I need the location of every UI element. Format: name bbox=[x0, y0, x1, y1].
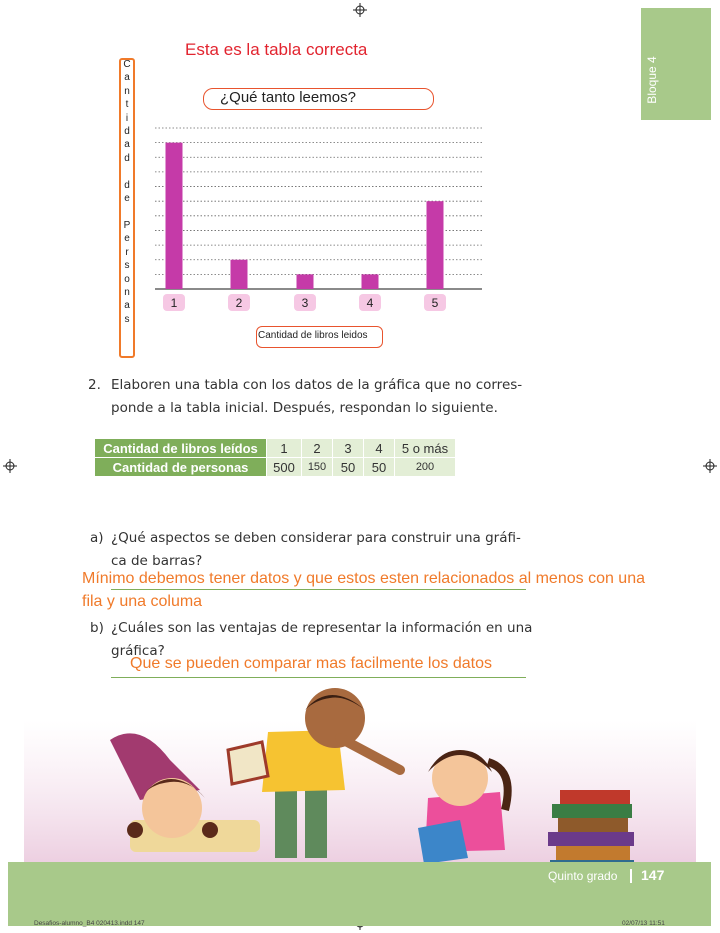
question-line: Elaboren una tabla con los datos de la gráfica que no corres- bbox=[111, 377, 523, 393]
bar bbox=[166, 143, 183, 289]
children-reading-illustration bbox=[0, 680, 720, 870]
table-cell: 5 o más bbox=[395, 439, 456, 458]
answer-text: Que se pueden comparar mas facilmente los datos bbox=[130, 655, 492, 672]
question-line: ca de barras? bbox=[111, 553, 203, 569]
bar bbox=[231, 260, 248, 289]
tick-label: 1 bbox=[170, 296, 178, 310]
table-cell: 4 bbox=[364, 439, 395, 458]
answer-underline bbox=[111, 677, 526, 678]
table-cell: 500 bbox=[267, 458, 302, 477]
table-row bbox=[95, 458, 456, 477]
bar-chart bbox=[0, 0, 720, 330]
footer-separator bbox=[630, 869, 632, 883]
tick-label: 5 bbox=[431, 296, 439, 310]
print-slug-left: Desafios-alumno_B4 020413.indd 147 bbox=[34, 920, 145, 927]
print-slug-right: 02/07/13 11:51 bbox=[622, 920, 665, 927]
answer-text: fila y una columa bbox=[82, 593, 203, 610]
table-cell: 150 bbox=[302, 458, 333, 477]
bar bbox=[362, 274, 379, 289]
table-cell: 2 bbox=[302, 439, 333, 458]
table-cell: 50 bbox=[364, 458, 395, 477]
footer-grade: Quinto grado bbox=[548, 869, 618, 883]
chart-ylabel: C a n t i d a d d e P e r s o n a s bbox=[123, 59, 131, 325]
question-number: 2. bbox=[88, 377, 101, 393]
chart-title: ¿Qué tanto leemos? bbox=[220, 89, 356, 106]
table-header: Cantidad de libros leídos bbox=[95, 439, 267, 458]
table-cell: 200 bbox=[395, 458, 456, 477]
chart-xlabel: Cantidad de libros leidos bbox=[258, 330, 368, 341]
tick-label: 3 bbox=[301, 296, 309, 310]
data-table bbox=[94, 438, 456, 477]
tick-label: 4 bbox=[366, 296, 374, 310]
table-cell: 50 bbox=[333, 458, 364, 477]
registration-mark-icon bbox=[703, 459, 717, 473]
table-header: Cantidad de personas bbox=[95, 458, 267, 477]
table-cell: 3 bbox=[333, 439, 364, 458]
page-number: 147 bbox=[641, 867, 665, 883]
registration-mark-icon bbox=[3, 459, 17, 473]
question-line: ¿Qué aspectos se deben considerar para construir una gráfi- bbox=[111, 530, 521, 546]
bar bbox=[297, 274, 314, 289]
question-line: ponde a la tabla inicial. Después, respondan lo siguiente. bbox=[111, 400, 498, 416]
table-row bbox=[95, 439, 456, 458]
question-line: ¿Cuáles son las ventajas de representar la información en una bbox=[111, 620, 533, 636]
table-cell: 1 bbox=[267, 439, 302, 458]
side-tab-label: Bloque 4 bbox=[645, 56, 659, 104]
question-label: a) bbox=[90, 530, 104, 546]
bar bbox=[427, 201, 444, 289]
question-line: gráfica? bbox=[111, 643, 165, 659]
annotation-title: Esta es la tabla correcta bbox=[185, 40, 368, 59]
answer-underline bbox=[111, 589, 526, 590]
tick-label: 2 bbox=[235, 296, 243, 310]
question-label: b) bbox=[90, 620, 104, 636]
answer-text: Mínimo debemos tener datos y que estos esten relacionados al menos con una bbox=[82, 570, 645, 587]
